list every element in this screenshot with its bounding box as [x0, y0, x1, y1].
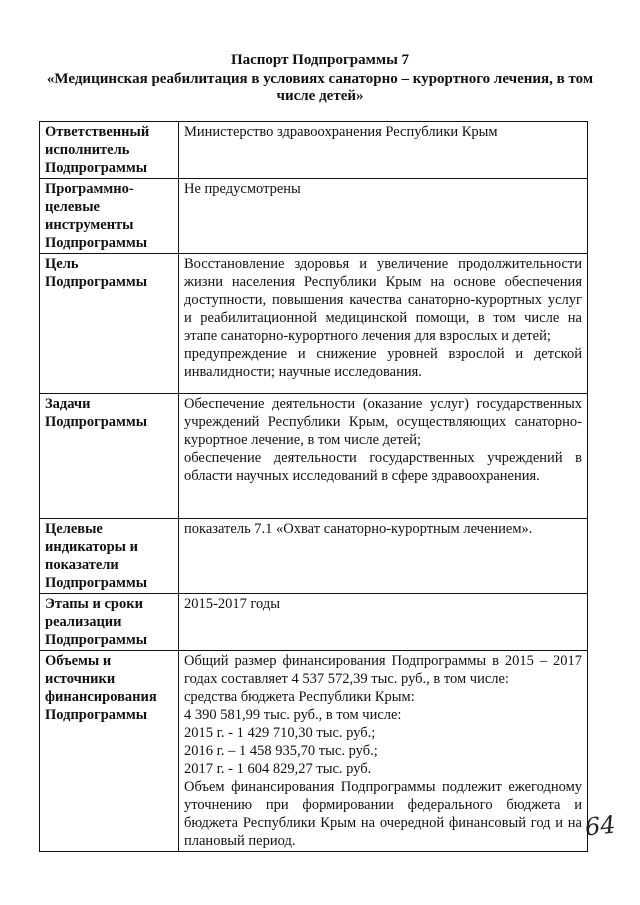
value-paragraph: показатель 7.1 «Охват санаторно-курортным лечением».	[184, 521, 533, 537]
row-label: Программно-целевые инструменты Подпрограммы	[40, 179, 179, 254]
row-label: Цель Подпрограммы	[40, 254, 179, 394]
row-value	[179, 179, 588, 254]
row-value	[179, 394, 588, 519]
value-paragraph: 4 390 581,99 тыс. руб., в том числе:	[184, 707, 402, 723]
value-paragraph: Восстановление здоровья и увеличение продолжительности жизни населения Республики Крым на основе обеспечения доступности, повышения качества санаторно-курортных услуг и реабилитационной медицинской помощи, в том числе на этапе санаторно-курортного лечения для взрослых и детей;	[184, 256, 582, 344]
table-row	[40, 651, 588, 852]
value-paragraph: 2015 г. - 1 429 710,30 тыс. руб.;	[184, 725, 376, 741]
value-paragraph: 2016 г. – 1 458 935,70 тыс. руб.;	[184, 743, 378, 759]
value-paragraph: предупреждение и снижение уровней взрослой и детской инвалидности; научные исследования.	[184, 346, 582, 380]
row-value	[179, 519, 588, 594]
row-label: Задачи Подпрограммы	[40, 394, 179, 519]
value-paragraph: Общий размер финансирования Подпрограммы в 2015 – 2017 годах составляет 4 537 572,39 тыс. руб., в том числе:	[184, 653, 582, 687]
value-paragraph: 2017 г. - 1 604 829,27 тыс. руб.	[184, 761, 372, 777]
row-value	[179, 651, 588, 852]
value-paragraph: Министерство здравоохранения Республики Крым	[184, 124, 498, 140]
table-row	[40, 519, 588, 594]
table-row	[40, 122, 588, 179]
value-paragraph: средства бюджета Республики Крым:	[184, 689, 415, 705]
table-row	[40, 394, 588, 519]
handwritten-page-number: 64	[583, 810, 617, 842]
table-row	[40, 594, 588, 651]
table-row	[40, 179, 588, 254]
row-value	[179, 254, 588, 394]
value-paragraph: Объем финансирования Подпрограммы подлежит ежегодному уточнению при формировании федерального бюджета и бюджета Республики Крым на очередной финансовый год и на плановый период.	[184, 779, 582, 849]
value-paragraph: Обеспечение деятельности (оказание услуг) государственных учреждений Республики Крым, осуществляющих санаторно-курортное лечение, в том числе детей;	[184, 396, 582, 448]
row-label: Ответственный исполнитель Подпрограммы	[40, 122, 179, 179]
row-label: Целевые индикаторы и показатели Подпрограммы	[40, 519, 179, 594]
row-value	[179, 122, 588, 179]
row-value	[179, 594, 588, 651]
row-label: Объемы и источники финансирования Подпрограммы	[40, 651, 179, 852]
table-row	[40, 254, 588, 394]
document-title: Паспорт Подпрограммы 7	[230, 52, 410, 68]
value-paragraph: Не предусмотрены	[184, 181, 301, 197]
passport-table	[39, 121, 588, 852]
row-label: Этапы и сроки реализации Подпрограммы	[40, 594, 179, 651]
value-paragraph: 2015-2017 годы	[184, 596, 280, 612]
value-paragraph: обеспечение деятельности государственных учреждений в области научных исследований в сфере здравоохранения.	[184, 450, 582, 484]
document-subtitle: «Медицинская реабилитация в условиях санаторно – курортного лечения, в том числе детей»	[46, 71, 594, 104]
